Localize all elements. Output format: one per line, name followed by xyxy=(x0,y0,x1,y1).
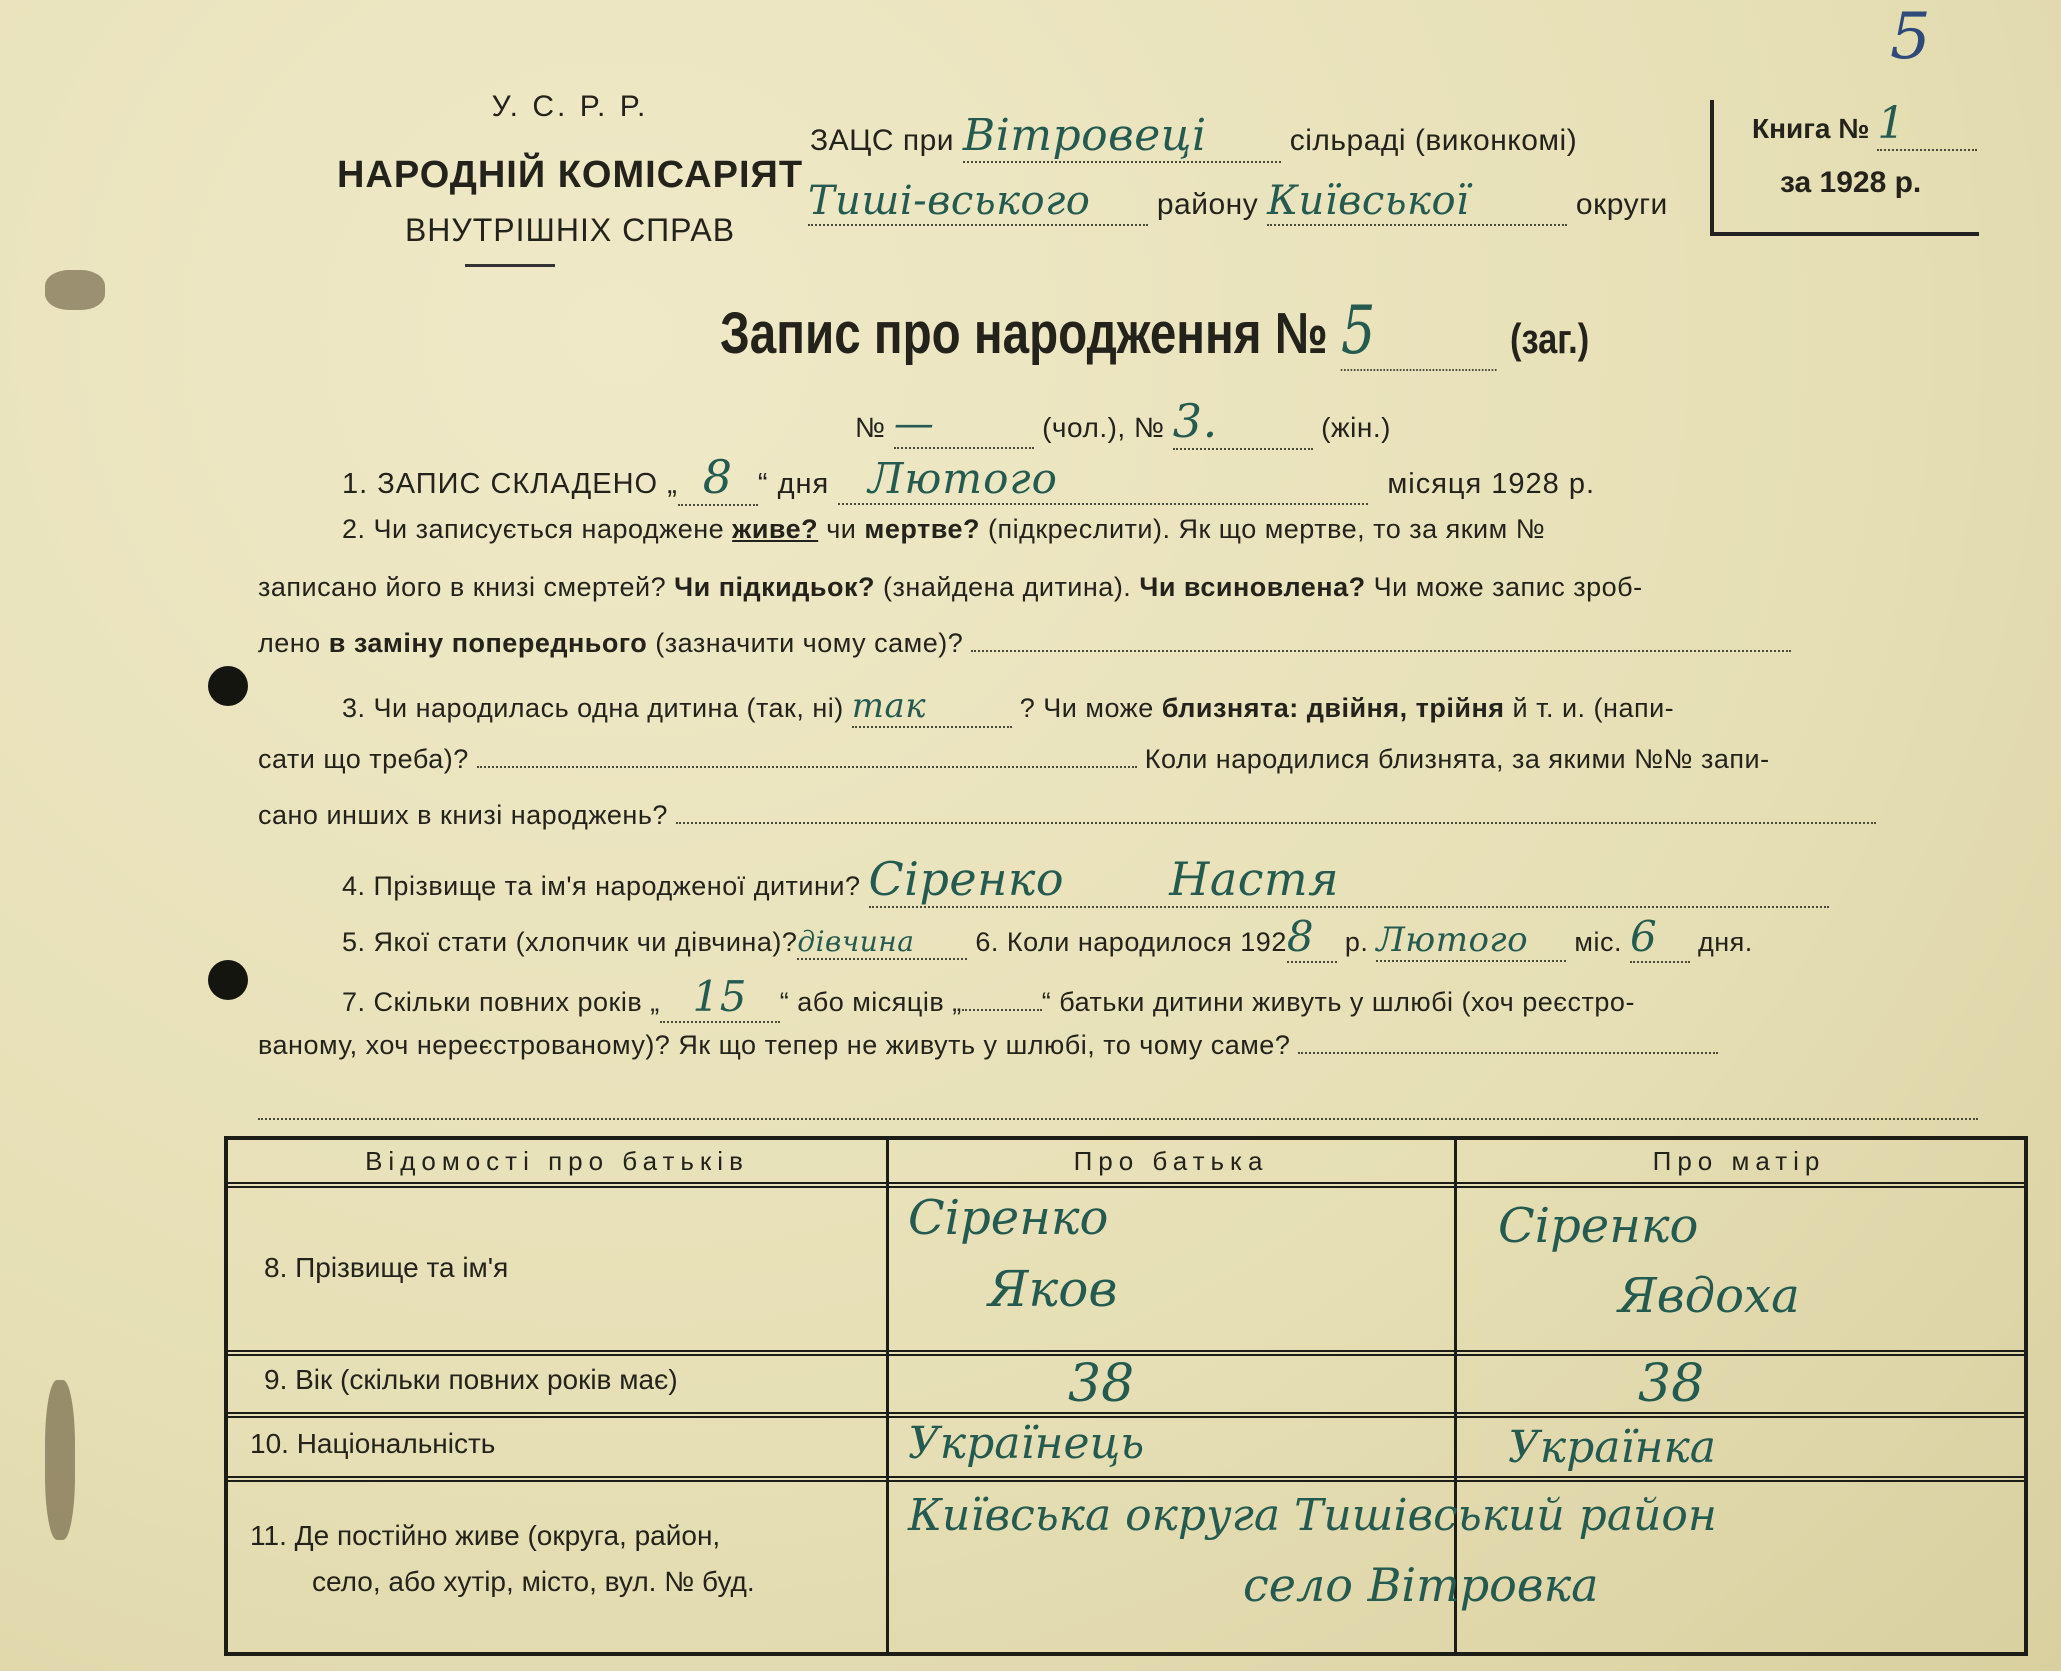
q4-label: 4. Прізвище та ім'я народженої дитини? xyxy=(342,871,861,901)
subnum-female: 3. xyxy=(1173,394,1313,450)
q2-dead: мертве? xyxy=(864,514,980,544)
q5-line xyxy=(342,912,1753,963)
q1-open-quote: „ xyxy=(667,468,678,500)
parents-table xyxy=(224,1136,2028,1656)
table-header-divider xyxy=(228,1182,2024,1188)
residence-line-1: Київська округа Тишівський район xyxy=(908,1490,1717,1541)
q7-years: 15 xyxy=(660,972,780,1023)
book-year: за 1928 р. xyxy=(1780,166,1922,199)
punch-hole-bottom xyxy=(208,960,248,1000)
q2-text-record: Чи може запис зроб- xyxy=(1373,572,1643,602)
q2-text-why: (зазначити чому саме)? xyxy=(655,628,964,658)
q2-adopted: Чи всиновлена? xyxy=(1139,572,1366,602)
mother-surname: Сіренко xyxy=(1498,1198,1699,1254)
row-age-label: 9. Вік (скільки повних років має) xyxy=(264,1364,678,1395)
subnum-male-label: (чол.), № xyxy=(1042,412,1165,443)
q7-line2 xyxy=(258,1030,1718,1061)
zags-raion: району xyxy=(1156,188,1259,221)
book-number: 1 xyxy=(1877,98,1977,151)
subnumbers-line xyxy=(855,394,1391,450)
q3-text-b: ? Чи може xyxy=(1019,693,1154,723)
mother-name: Явдоха xyxy=(1618,1268,1800,1324)
row-nationality-label: 10. Національність xyxy=(250,1428,496,1459)
book-number-line xyxy=(1752,98,1977,151)
row-name-label: 8. Прізвище та ім'я xyxy=(264,1252,509,1283)
q1-line xyxy=(342,450,1595,506)
q3-text-c: й т. и. (напи- xyxy=(1512,693,1675,723)
q7-line1 xyxy=(342,972,1635,1023)
paper-tear xyxy=(45,1380,75,1540)
q1-day: 8 xyxy=(678,450,758,506)
q3-text-a: 3. Чи народилась одна дитина (так, ні) xyxy=(342,693,844,723)
q4-surname: Сіренко xyxy=(868,852,1065,906)
q3-answer: так xyxy=(852,686,1012,728)
q7-text-line2: ваному, хоч нереєстрованому)? Як що тепер не живуть у шлюбі, то чому саме? xyxy=(258,1030,1291,1060)
q3-twins: близнята: двійня, трійня xyxy=(1161,693,1505,723)
paper-tear xyxy=(45,270,105,310)
mother-nationality: Українка xyxy=(1508,1422,1717,1473)
q5-answer: дівчина xyxy=(797,925,967,960)
q2-text-c: (підкреслити). Як що мертве, то за яким № xyxy=(987,514,1546,544)
q7-months xyxy=(962,1009,1042,1011)
q7-blank-line xyxy=(258,1118,1978,1120)
q7-text-a: 7. Скільки повних років xyxy=(342,987,643,1017)
zags-okruha: Київської xyxy=(1267,178,1567,226)
zags-prefix: ЗАЦС при xyxy=(810,124,955,157)
q3-text-others: сано инших в книзі народжень? xyxy=(258,800,668,830)
q2-text-a: 2. Чи записується народжене xyxy=(342,514,725,544)
row-residence-label-2: село, або хутір, місто, вул. № буд. xyxy=(312,1566,755,1597)
q6-day: 6 xyxy=(1630,912,1690,963)
zags-suffix1: сільраді (виконкомі) xyxy=(1289,124,1578,157)
q3-text-write: сати що треба)? xyxy=(258,744,469,774)
subnum-female-label: (жін.) xyxy=(1321,412,1391,443)
q1-suffix: місяця 1928 р. xyxy=(1387,468,1596,500)
header-internal-affairs: ВНУТРІШНІХ СПРАВ xyxy=(404,212,736,248)
q3-text-twins-when: Коли народилися близнята, за якими №№ запи- xyxy=(1144,744,1770,774)
table-row-divider xyxy=(228,1476,2024,1482)
header-commissariat: НАРОДНІЙ КОМІСАРІЯТ xyxy=(336,154,804,196)
q3-line2 xyxy=(258,744,1770,775)
q2-replace: в заміну попереднього xyxy=(328,628,648,658)
q6-dnia: дня. xyxy=(1698,927,1753,957)
q6-r: р. xyxy=(1344,927,1369,957)
table-header-father: Про батька xyxy=(1073,1146,1269,1176)
q2-line2 xyxy=(258,572,1643,603)
zags-village: Вітровеці xyxy=(963,110,1281,163)
q6-year: 8 xyxy=(1287,912,1337,963)
q4-answer xyxy=(869,852,1829,908)
mother-age: 38 xyxy=(1638,1354,1705,1414)
q1-label: 1. ЗАПИС СКЛАДЕНО xyxy=(342,468,659,500)
q2-text-deaths: записано його в книзі смертей? xyxy=(258,572,667,602)
record-suffix: (заг.) xyxy=(1509,315,1590,362)
table-header-mother: Про матір xyxy=(1652,1146,1826,1176)
q5-label: 5. Якої стати (хлопчик чи дівчина)? xyxy=(342,927,798,957)
q3-line3 xyxy=(258,800,1876,831)
q7-open2: „ xyxy=(952,987,962,1017)
zags-district: Тиші-вського xyxy=(808,178,1148,226)
q1-month: Лютого xyxy=(838,454,1368,505)
table-header-info: Відомості про батьків xyxy=(365,1146,749,1176)
table-col-divider xyxy=(886,1140,889,1652)
q7-blank xyxy=(1298,1052,1718,1054)
q2-text-made: лено xyxy=(258,628,321,658)
record-title-line xyxy=(720,292,1589,371)
q1-close: “ дня xyxy=(757,468,830,500)
residence-line-2: село Вітровка xyxy=(1243,1558,1599,1612)
corner-page-number: 5 xyxy=(1890,0,1931,74)
book-label: Книга № xyxy=(1752,113,1870,144)
q2-or: чи xyxy=(826,514,857,544)
subnum-no: № xyxy=(855,412,886,443)
subnum-male: — xyxy=(894,401,1034,449)
q3-blank2 xyxy=(676,822,1876,824)
header-divider xyxy=(465,264,555,267)
q2-foundling: Чи підкидьок? xyxy=(674,572,876,602)
q4-name: Настя xyxy=(1169,852,1340,906)
zags-suffix2: округи xyxy=(1575,188,1668,221)
father-age: 38 xyxy=(1068,1354,1135,1414)
q6-month: Лютого xyxy=(1376,920,1566,962)
q7-text-d: “ батьки дитини живуть у шлюбі (хоч реєстро- xyxy=(1041,987,1635,1017)
punch-hole-top xyxy=(208,666,248,706)
q6-mis: міс. xyxy=(1574,927,1622,957)
q3-line1 xyxy=(342,686,1674,728)
father-nationality: Українець xyxy=(908,1418,1145,1469)
father-name: Яков xyxy=(988,1260,1118,1318)
record-title: Запис про народження № xyxy=(720,301,1328,366)
zags-line-1 xyxy=(810,110,1577,163)
zags-line-2 xyxy=(808,178,1668,226)
q2-text-found: (знайдена дитина). xyxy=(883,572,1132,602)
q7-text-b: “ або місяців xyxy=(779,987,945,1017)
father-surname: Сіренко xyxy=(908,1190,1109,1246)
q2-line3 xyxy=(258,628,1791,659)
record-number: 5 xyxy=(1341,292,1497,371)
q6-label: 6. Коли народилося 192 xyxy=(975,927,1287,957)
header-ussr: У. С. Р. Р. xyxy=(491,90,649,123)
q7-open: „ xyxy=(650,987,660,1017)
q2-blank xyxy=(971,650,1791,652)
q2-line1 xyxy=(342,514,1545,545)
row-residence-label-1: 11. Де постійно живе (округа, район, xyxy=(250,1520,721,1551)
q2-alive: живе? xyxy=(732,514,819,544)
q4-line xyxy=(342,852,1829,908)
q3-blank1 xyxy=(477,766,1137,768)
